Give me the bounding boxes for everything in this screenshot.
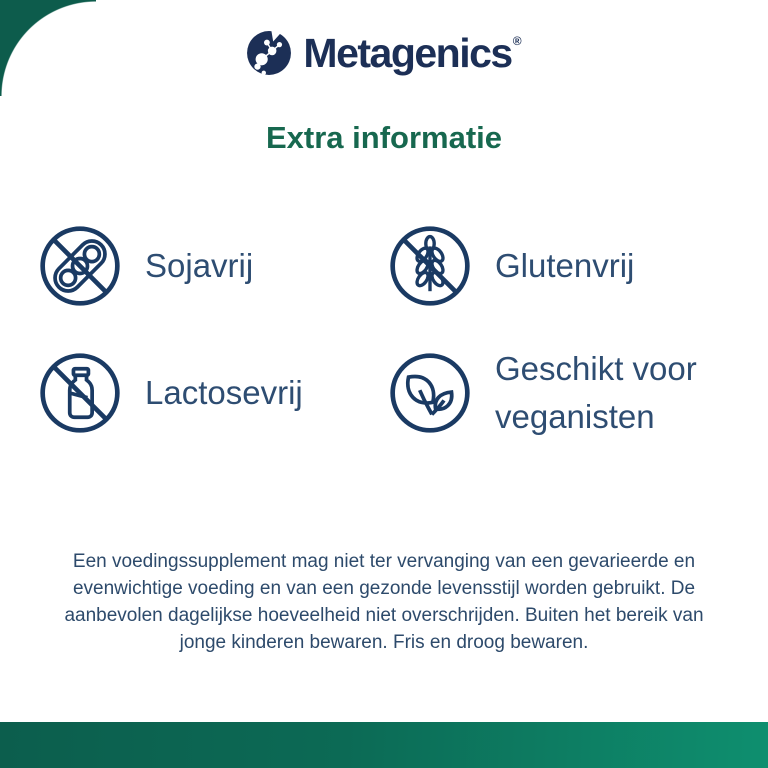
disclaimer-line: aanbevolen dagelijkse hoeveelheid niet overschrijden. Buiten het bereik van xyxy=(64,605,704,626)
no-gluten-icon xyxy=(388,224,472,308)
feature-label: Sojavrij xyxy=(145,247,254,285)
feature-label: Geschikt voor veganisten xyxy=(495,350,697,435)
footer-band xyxy=(0,722,768,768)
disclaimer-line: jonge kinderen bewaren. Fris en droog bewaren. xyxy=(179,632,589,653)
feature-lactose-free xyxy=(38,345,388,441)
feature-gluten-free xyxy=(388,224,742,308)
disclaimer-line: evenwichtige voeding en van een gezonde levensstijl worden gebruikt. De xyxy=(72,578,696,599)
page-title: Extra informatie xyxy=(265,120,502,155)
brand-logo xyxy=(0,30,768,76)
registered-trademark: ® xyxy=(512,33,522,48)
metagenics-logo-icon xyxy=(246,30,292,76)
brand-name: Metagenics® xyxy=(303,29,522,76)
feature-soy-free xyxy=(38,224,388,308)
feature-label: Glutenvrij xyxy=(495,247,635,285)
no-lactose-icon xyxy=(38,351,122,435)
disclaimer-text xyxy=(48,548,720,656)
vegan-leaves-icon xyxy=(388,351,472,435)
feature-grid xyxy=(38,224,742,441)
feature-label: Lactosevrij xyxy=(145,373,303,411)
feature-vegan xyxy=(388,345,742,441)
no-soy-icon xyxy=(38,224,122,308)
disclaimer-line: Een voedingssupplement mag niet ter vervanging van een gevarieerde en xyxy=(72,551,696,572)
